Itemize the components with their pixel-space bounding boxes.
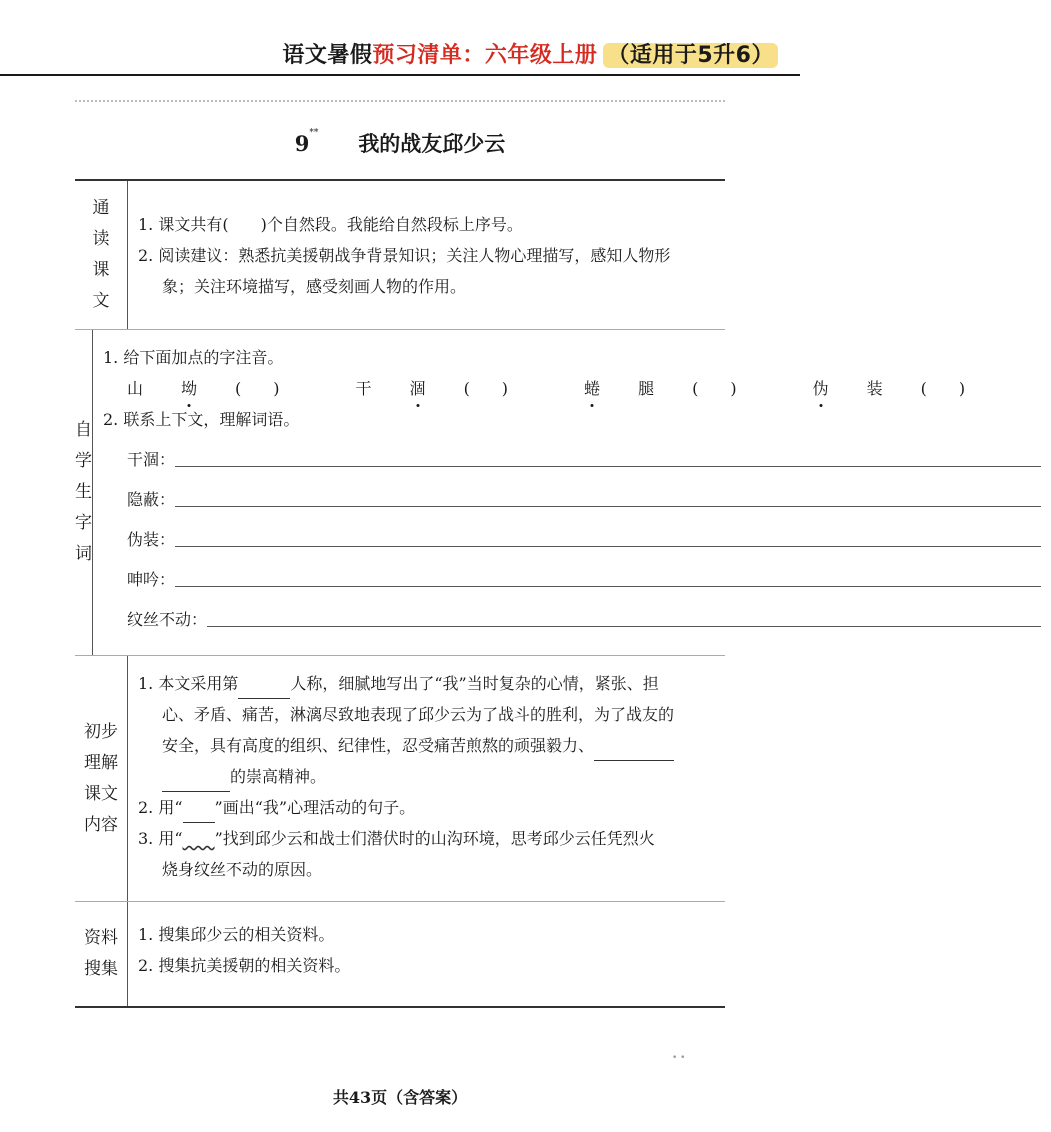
label-char: 理解 xyxy=(84,752,118,773)
faint-mark: • • xyxy=(672,1053,686,1063)
section-words xyxy=(75,329,966,655)
label-char: 搜集 xyxy=(84,959,118,979)
understand-item-1-l2: 心、矛盾、痛苦，淋漓尽致地表现了邱少云为了战斗的胜利，为了战友的 xyxy=(162,705,675,724)
term-row: 干涸： xyxy=(103,435,1041,475)
answer-line[interactable] xyxy=(175,586,1041,587)
understand-item-1-l4: 的崇高精神。 xyxy=(138,761,715,792)
pinyin-row xyxy=(103,373,1041,404)
label-char: 通 xyxy=(92,198,110,218)
dotted-divider xyxy=(75,100,725,102)
label-char: 初步 xyxy=(84,721,118,742)
header-badge: （适用于5升6） xyxy=(603,43,778,68)
lesson-number: 9** xyxy=(294,128,319,156)
pinyin-word-3: 蜷 腿 ( ) xyxy=(584,373,775,404)
header-part2: 预习清单：六年级上册 xyxy=(372,43,598,68)
section-label-words xyxy=(75,330,93,655)
understand-item-1-l3: 安全，具有高度的组织、纪律性，忍受痛苦煎熬的顽强毅力、 xyxy=(138,730,715,761)
words-item-1: 1. 给下面加点的字注音。 xyxy=(103,348,284,367)
answer-line[interactable] xyxy=(175,506,1041,507)
blank[interactable] xyxy=(238,678,290,699)
section-label-read xyxy=(75,181,128,329)
materials-item-2: 2. 搜集抗美援朝的相关资料。 xyxy=(138,956,351,975)
understand-item-3: 3. 用“ ”找到邱少云和战士们潜伏时的山沟环境，思考邱少云任凭烈火 xyxy=(138,829,655,848)
section-content-materials xyxy=(128,902,725,1006)
section-content-read xyxy=(128,181,725,329)
page-footer: 共43页（含答案） xyxy=(332,1088,468,1107)
section-content-words xyxy=(93,330,1051,655)
answer-line[interactable] xyxy=(175,466,1041,467)
understand-item-3-l2: 烧身纹丝不动的原因。 xyxy=(162,860,323,879)
blank[interactable] xyxy=(162,771,230,792)
section-understand xyxy=(75,655,725,901)
words-item-2: 2. 联系上下文，理解词语。 xyxy=(103,410,300,429)
label-char: 资料 xyxy=(84,928,118,948)
lesson-name: 我的战友邱少云 xyxy=(358,131,506,156)
answer-line[interactable] xyxy=(207,626,1041,627)
worksheet-table xyxy=(75,179,966,1008)
section-materials xyxy=(75,901,725,1006)
header-rule xyxy=(0,74,800,76)
term-row: 伪装： xyxy=(103,515,1041,555)
term-row: 呻吟： xyxy=(103,555,1041,595)
term-row: 纹丝不动： xyxy=(103,595,1041,635)
pinyin-word-2: 干 涸 ( ) xyxy=(356,373,547,404)
label-char: 课文 xyxy=(84,783,118,804)
term-row: 隐蔽： xyxy=(103,475,1041,515)
label-char: 课 xyxy=(92,260,110,280)
section-content-understand xyxy=(128,656,725,901)
section-read xyxy=(75,181,725,329)
understand-item-1: 1. 本文采用第 人称，细腻地写出了“我”当时复杂的心情，紧张、担 xyxy=(138,668,715,699)
pinyin-word-1: 山 坳 ( ) xyxy=(127,373,318,404)
label-char: 内容 xyxy=(84,814,118,835)
blank[interactable] xyxy=(594,740,674,761)
label-char: 生 xyxy=(75,482,92,502)
section-label-materials xyxy=(75,902,128,1006)
label-char: 词 xyxy=(75,544,92,564)
lesson-title xyxy=(0,128,800,158)
read-item-1: 1. 课文共有( )个自然段。我能给自然段标上序号。 xyxy=(138,215,523,234)
label-char: 文 xyxy=(92,291,110,311)
label-char: 字 xyxy=(75,513,92,533)
understand-item-2: 2. 用“ ”画出“我”心理活动的句子。 xyxy=(138,792,715,823)
header-part1: 语文暑假 xyxy=(282,43,373,68)
read-item-2a: 2. 阅读建议：熟悉抗美援朝战争背景知识；关注人物心理描写，感知人物形 xyxy=(138,246,671,265)
label-char: 学 xyxy=(75,451,92,471)
materials-item-1: 1. 搜集邱少云的相关资料。 xyxy=(138,925,335,944)
read-item-2b: 象；关注环境描写，感受刻画人物的作用。 xyxy=(162,277,467,296)
section-label-understand xyxy=(75,656,128,901)
wavy-sample xyxy=(183,829,215,848)
answer-line[interactable] xyxy=(175,546,1041,547)
page-header xyxy=(282,38,778,69)
label-char: 读 xyxy=(92,229,110,249)
label-char: 自 xyxy=(75,420,92,440)
underline-sample xyxy=(183,802,215,823)
pinyin-word-4: 伪 装 ( ) xyxy=(813,373,1004,404)
